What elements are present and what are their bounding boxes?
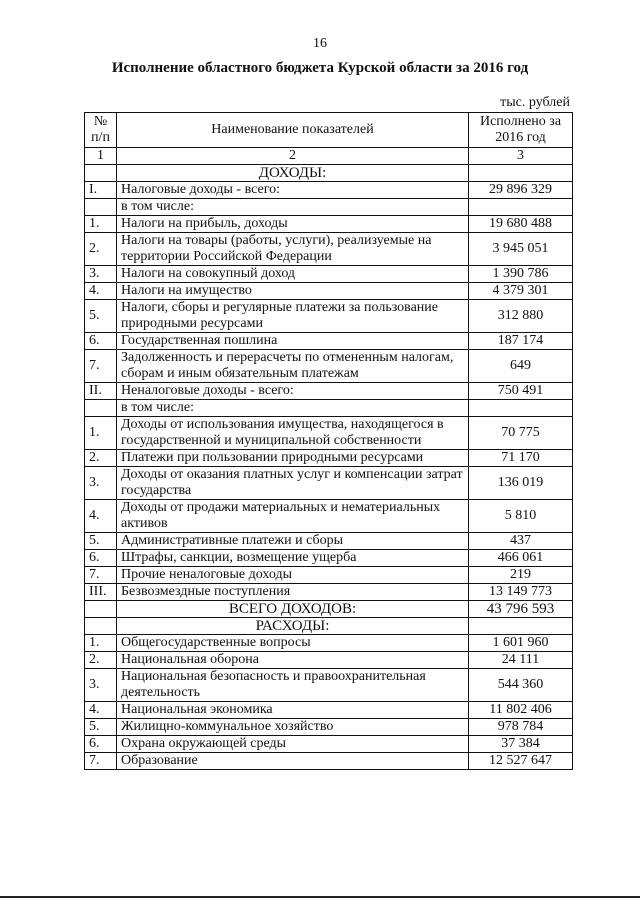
table-row	[85, 500, 573, 533]
row-name: Национальная безопасность и правоохранительная деятельность	[117, 669, 469, 702]
row-value: 19 680 488	[469, 216, 573, 233]
row-number: 1.	[85, 216, 117, 233]
row-name: Безвозмездные поступления	[117, 584, 469, 601]
table-row	[85, 567, 573, 584]
table-row	[85, 383, 573, 400]
row-value	[469, 199, 573, 216]
section-row	[85, 618, 573, 635]
row-name: в том числе:	[117, 400, 469, 417]
row-name: Неналоговые доходы - всего:	[117, 383, 469, 400]
row-number: I.	[85, 182, 117, 199]
row-name: Образование	[117, 753, 469, 770]
section-row	[85, 165, 573, 182]
section-row	[85, 601, 573, 618]
table-row	[85, 450, 573, 467]
row-name: ДОХОДЫ:	[117, 165, 469, 182]
table-row	[85, 652, 573, 669]
document-title: Исполнение областного бюджета Курской области за 2016 год	[111, 60, 529, 76]
row-name: Жилищно-коммунальное хозяйство	[117, 719, 469, 736]
table-row	[85, 533, 573, 550]
row-name: Доходы от оказания платных услуг и компенсации затрат государства	[117, 467, 469, 500]
table-row	[85, 350, 573, 383]
row-name: Налоги на прибыль, доходы	[117, 216, 469, 233]
header-name: Наименование показателей	[117, 113, 469, 148]
row-number: 3.	[85, 669, 117, 702]
row-number: 6.	[85, 333, 117, 350]
row-value: 437	[469, 533, 573, 550]
table-row	[85, 417, 573, 450]
row-name: Налоги на товары (работы, услуги), реализуемые на территории Российской Федерации	[117, 233, 469, 266]
row-value: 136 019	[469, 467, 573, 500]
row-number: 7.	[85, 350, 117, 383]
row-value: 312 880	[469, 300, 573, 333]
row-name: РАСХОДЫ:	[117, 618, 469, 635]
row-value: 466 061	[469, 550, 573, 567]
table-row	[85, 300, 573, 333]
table-row	[85, 702, 573, 719]
table-row	[85, 182, 573, 199]
row-number: 2.	[85, 652, 117, 669]
row-name: Государственная пошлина	[117, 333, 469, 350]
header-value: Исполнено за 2016 год	[469, 113, 573, 148]
row-name: Доходы от использования имущества, находящегося в государственной и муниципальной собственности	[117, 417, 469, 450]
row-name: Налоговые доходы - всего:	[117, 182, 469, 199]
row-value: 13 149 773	[469, 584, 573, 601]
table-row	[85, 216, 573, 233]
bottom-divider	[0, 896, 640, 898]
row-number	[85, 601, 117, 618]
table-row	[85, 283, 573, 300]
row-value: 29 896 329	[469, 182, 573, 199]
row-number: 7.	[85, 753, 117, 770]
row-number: 2.	[85, 450, 117, 467]
table-row	[85, 753, 573, 770]
row-name: в том числе:	[117, 199, 469, 216]
table-row	[85, 233, 573, 266]
table-row	[85, 736, 573, 753]
row-name: Охрана окружающей среды	[117, 736, 469, 753]
table-row	[85, 400, 573, 417]
row-number: 4.	[85, 283, 117, 300]
row-name: Налоги на имущество	[117, 283, 469, 300]
row-value: 5 810	[469, 500, 573, 533]
row-number	[85, 618, 117, 635]
row-value: 219	[469, 567, 573, 584]
row-number: II.	[85, 383, 117, 400]
row-value: 978 784	[469, 719, 573, 736]
row-number: 3.	[85, 467, 117, 500]
table-body	[85, 165, 573, 770]
row-value: 37 384	[469, 736, 573, 753]
table-row	[85, 584, 573, 601]
table-row	[85, 669, 573, 702]
column-number-1: 1	[85, 148, 117, 165]
table-row	[85, 719, 573, 736]
units-label: тыс. рублей	[500, 95, 570, 110]
table-row	[85, 467, 573, 500]
row-value: 1 390 786	[469, 266, 573, 283]
table-row	[85, 333, 573, 350]
budget-table	[84, 112, 573, 770]
page-number: 16	[313, 36, 327, 51]
row-number: 1.	[85, 635, 117, 652]
column-number-3: 3	[469, 148, 573, 165]
row-value: 544 360	[469, 669, 573, 702]
row-value: 71 170	[469, 450, 573, 467]
row-number: 1.	[85, 417, 117, 450]
row-name: Национальная оборона	[117, 652, 469, 669]
row-number: 5.	[85, 533, 117, 550]
row-value	[469, 618, 573, 635]
column-numbers-row	[85, 148, 573, 165]
row-name: Общегосударственные вопросы	[117, 635, 469, 652]
row-name: Национальная экономика	[117, 702, 469, 719]
row-number	[85, 165, 117, 182]
row-number: 4.	[85, 702, 117, 719]
row-value: 187 174	[469, 333, 573, 350]
row-value: 12 527 647	[469, 753, 573, 770]
row-name: Прочие неналоговые доходы	[117, 567, 469, 584]
row-value	[469, 165, 573, 182]
row-value: 11 802 406	[469, 702, 573, 719]
row-value: 43 796 593	[469, 601, 573, 618]
row-value: 649	[469, 350, 573, 383]
row-name: ВСЕГО ДОХОДОВ:	[117, 601, 469, 618]
row-name: Доходы от продажи материальных и нематериальных активов	[117, 500, 469, 533]
row-value: 24 111	[469, 652, 573, 669]
row-value: 750 491	[469, 383, 573, 400]
row-value: 1 601 960	[469, 635, 573, 652]
row-number	[85, 199, 117, 216]
row-number	[85, 400, 117, 417]
table-row	[85, 635, 573, 652]
row-name: Штрафы, санкции, возмещение ущерба	[117, 550, 469, 567]
row-name: Задолженность и перерасчеты по отмененным налогам, сборам и иным обязательным платежам	[117, 350, 469, 383]
table-header-row	[85, 113, 573, 148]
row-number: 5.	[85, 719, 117, 736]
column-number-2: 2	[117, 148, 469, 165]
row-value	[469, 400, 573, 417]
row-value: 3 945 051	[469, 233, 573, 266]
row-value: 70 775	[469, 417, 573, 450]
table-row	[85, 266, 573, 283]
row-number: 6.	[85, 550, 117, 567]
table-row	[85, 550, 573, 567]
row-name: Административные платежи и сборы	[117, 533, 469, 550]
header-number: № п/п	[85, 113, 117, 148]
row-number: 2.	[85, 233, 117, 266]
table-row	[85, 199, 573, 216]
row-number: 5.	[85, 300, 117, 333]
row-value: 4 379 301	[469, 283, 573, 300]
row-number: 3.	[85, 266, 117, 283]
row-name: Налоги на совокупный доход	[117, 266, 469, 283]
row-number: 7.	[85, 567, 117, 584]
row-name: Платежи при пользовании природными ресурсами	[117, 450, 469, 467]
row-number: 6.	[85, 736, 117, 753]
row-number: III.	[85, 584, 117, 601]
row-name: Налоги, сборы и регулярные платежи за пользование природными ресурсами	[117, 300, 469, 333]
row-number: 4.	[85, 500, 117, 533]
